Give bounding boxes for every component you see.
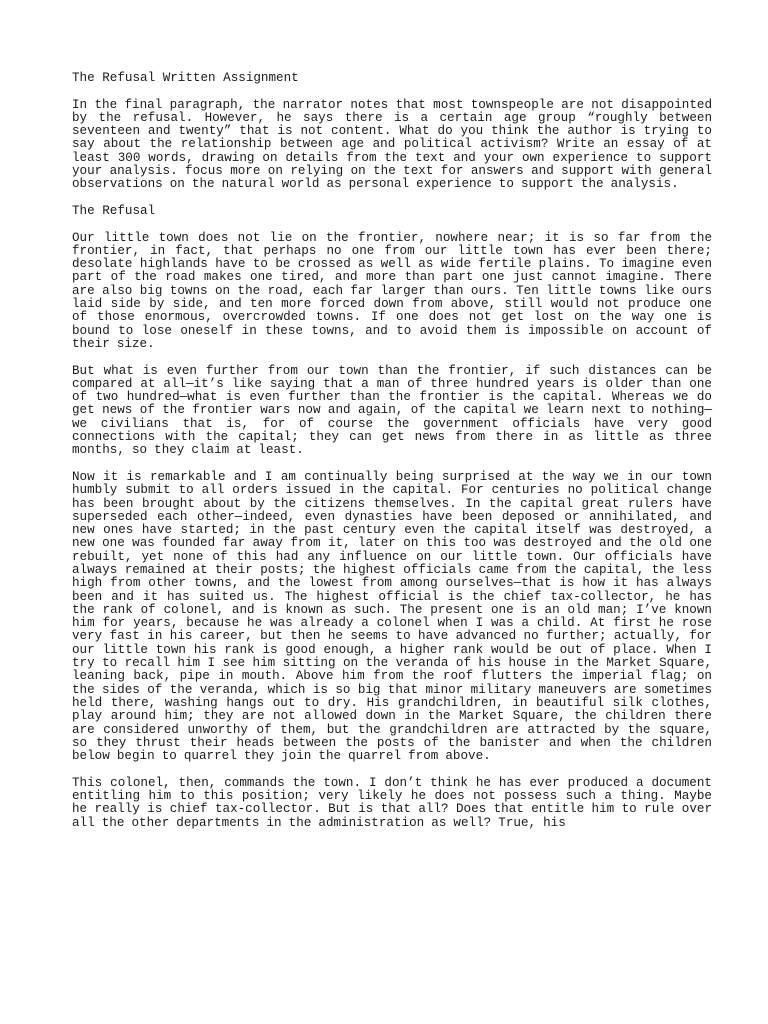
story-paragraph: But what is even further from our town than the frontier, if such distances can be compared at all—it’s like saying that a man of three hundred years is older than one of two hundred—what is even further than the frontier is the capital. Whereas we do get news of the frontier wars now and again, of the capital we learn next to nothing—we civilians that is, for of course the government officials have very good connections with the capital; they can get news from there in as little as three months, so they claim at least. xyxy=(72,363,712,458)
story-paragraph: This colonel, then, commands the town. I don’t think he has ever produced a document entitling him to this position; very likely he does not possess such a thing. Maybe he really is chief tax-collector. But is that all? Does that entitle him to rule over all the other departments in the administration as well? True, his xyxy=(72,775,712,830)
assignment-title: The Refusal Written Assignment xyxy=(72,71,299,85)
assignment-prompt: In the final paragraph, the narrator notes that most townspeople are not disappointed by the refusal. However, he says there is a certain age group “roughly between seventeen and twenty” that is not content. What do you think the author is trying to say about the relationship between age and political activism? Write an essay of at least 300 words, drawing on details from the text and your own experience to support your analysis. focus more on relying on the text for answers and support with general observations on the natural world as personal experience to support the analysis. xyxy=(72,97,712,192)
story-paragraph: Now it is remarkable and I am continually being surprised at the way we in our town humbly submit to all orders issued in the capital. For centuries no political change has been brought about by the citizens themselves. In the capital great rulers have superseded each other—indeed, even dynasties have been deposed or annihilated, and new ones have started; in the past century even the capital itself was destroyed, a new one was founded far away from it, later on this too was destroyed and the old one rebuilt, yet none of this had any influence on our little town. Our officials have always remained at their posts; the highest officials came from the capital, the less high from other towns, and the lowest from among ourselves—that is how it has always been and it has suited us. The highest official is the chief tax-collector, he has the rank of colonel, and is known as such. The present one is an old man; I’ve known him for years, because he was already a colonel when I was a child. At first he rose very fast in his career, but then he seems to have advanced no further; actually, for our little town his rank is good enough, a higher rank would be out of place. When I try to recall him I see him sitting on the veranda of his house in the Market Square, leaning back, pipe in mouth. Above him from the roof flutters the imperial flag; on the sides of the veranda, which is so big that minor military maneuvers are sometimes held there, washing hangs out to dry. His grandchildren, in beautiful silk clothes, play around him; they are not allowed down in the Market Square, the children there are considered unworthy of them, but the grandchildren are attracted by the square, so they thrust their heads between the posts of the banister and when the children below begin to quarrel they join the quarrel from above. xyxy=(72,469,712,764)
story-title: The Refusal xyxy=(72,203,156,218)
document-page xyxy=(72,72,712,843)
story-paragraph: Our little town does not lie on the frontier, nowhere near; it is so far from the frontier, in fact, that perhaps no one from our little town has ever been there; desolate highlands have to be crossed as well as wide fertile plains. To imagine even part of the road makes one tired, and more than part one just cannot imagine. There are also big towns on the road, each far larger than ours. Ten little towns like ours laid side by side, and ten more forced down from above, still would not produce one of those enormous, overcrowded towns. If one does not get lost on the way one is bound to lose oneself in these towns, and to avoid them is impossible on account of their size. xyxy=(72,230,712,351)
